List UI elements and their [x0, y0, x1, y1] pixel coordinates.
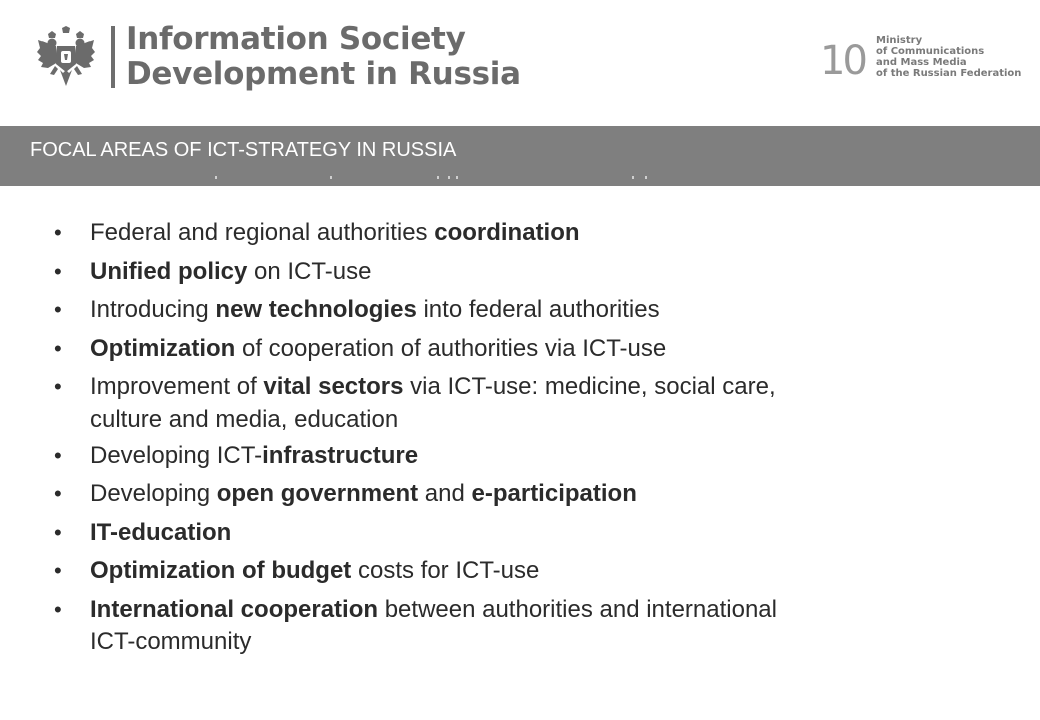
bullet-dot-icon: •: [54, 297, 62, 322]
list-item: • Introducing new technologies into federal authorities: [50, 291, 1010, 330]
slide-number: 10: [820, 38, 865, 84]
ministry-line: Ministry: [876, 35, 923, 46]
list-item: • Optimization of budget costs for ICT-use: [50, 552, 1010, 591]
bullet-dot-icon: •: [54, 519, 62, 545]
header: [0, 0, 1040, 126]
ministry-line: and Mass Media: [876, 57, 967, 68]
list-item: • Federal and regional authorities coordination: [50, 214, 1010, 253]
header-divider: [111, 26, 115, 88]
list-item: • Developing ICT-infrastructure: [50, 437, 1010, 476]
bullet-dot-icon: •: [54, 335, 62, 361]
ministry-label: [876, 35, 1021, 79]
presentation-title: [126, 22, 521, 92]
banner-decoration: [0, 170, 1040, 186]
bullet-dot-icon: •: [54, 442, 62, 468]
list-item: • IT-education: [50, 514, 1010, 553]
list-item: • Developing open government and e-participation: [50, 475, 1010, 514]
bullet-dot-icon: •: [54, 558, 62, 583]
bullet-dot-icon: •: [54, 481, 62, 506]
list-item: • Improvement of vital sectors via ICT-use: medicine, social care, culture and media, education: [50, 368, 1010, 437]
bullet-dot-icon: •: [54, 220, 62, 245]
section-title: FOCAL AREAS OF ICT-STRATEGY IN RUSSIA: [30, 139, 457, 161]
title-line-2: Development in Russia: [126, 56, 521, 92]
ministry-line: of Communications: [876, 46, 985, 57]
list-item: • International cooperation between authorities and international ICT-community: [50, 591, 1010, 660]
bullet-dot-icon: •: [54, 596, 62, 622]
title-line-1: Information Society: [126, 21, 466, 57]
list-item: • Unified policy on ICT-use: [50, 253, 1010, 292]
focal-areas-list: [50, 214, 1010, 659]
bullet-dot-icon: •: [54, 374, 62, 399]
double-headed-eagle-emblem-icon: [36, 26, 96, 88]
section-banner: [0, 126, 1040, 186]
bullet-dot-icon: •: [54, 258, 62, 284]
ministry-line: of the Russian Federation: [876, 68, 1022, 79]
list-item: • Optimization of cooperation of authorities via ICT-use: [50, 330, 1010, 369]
